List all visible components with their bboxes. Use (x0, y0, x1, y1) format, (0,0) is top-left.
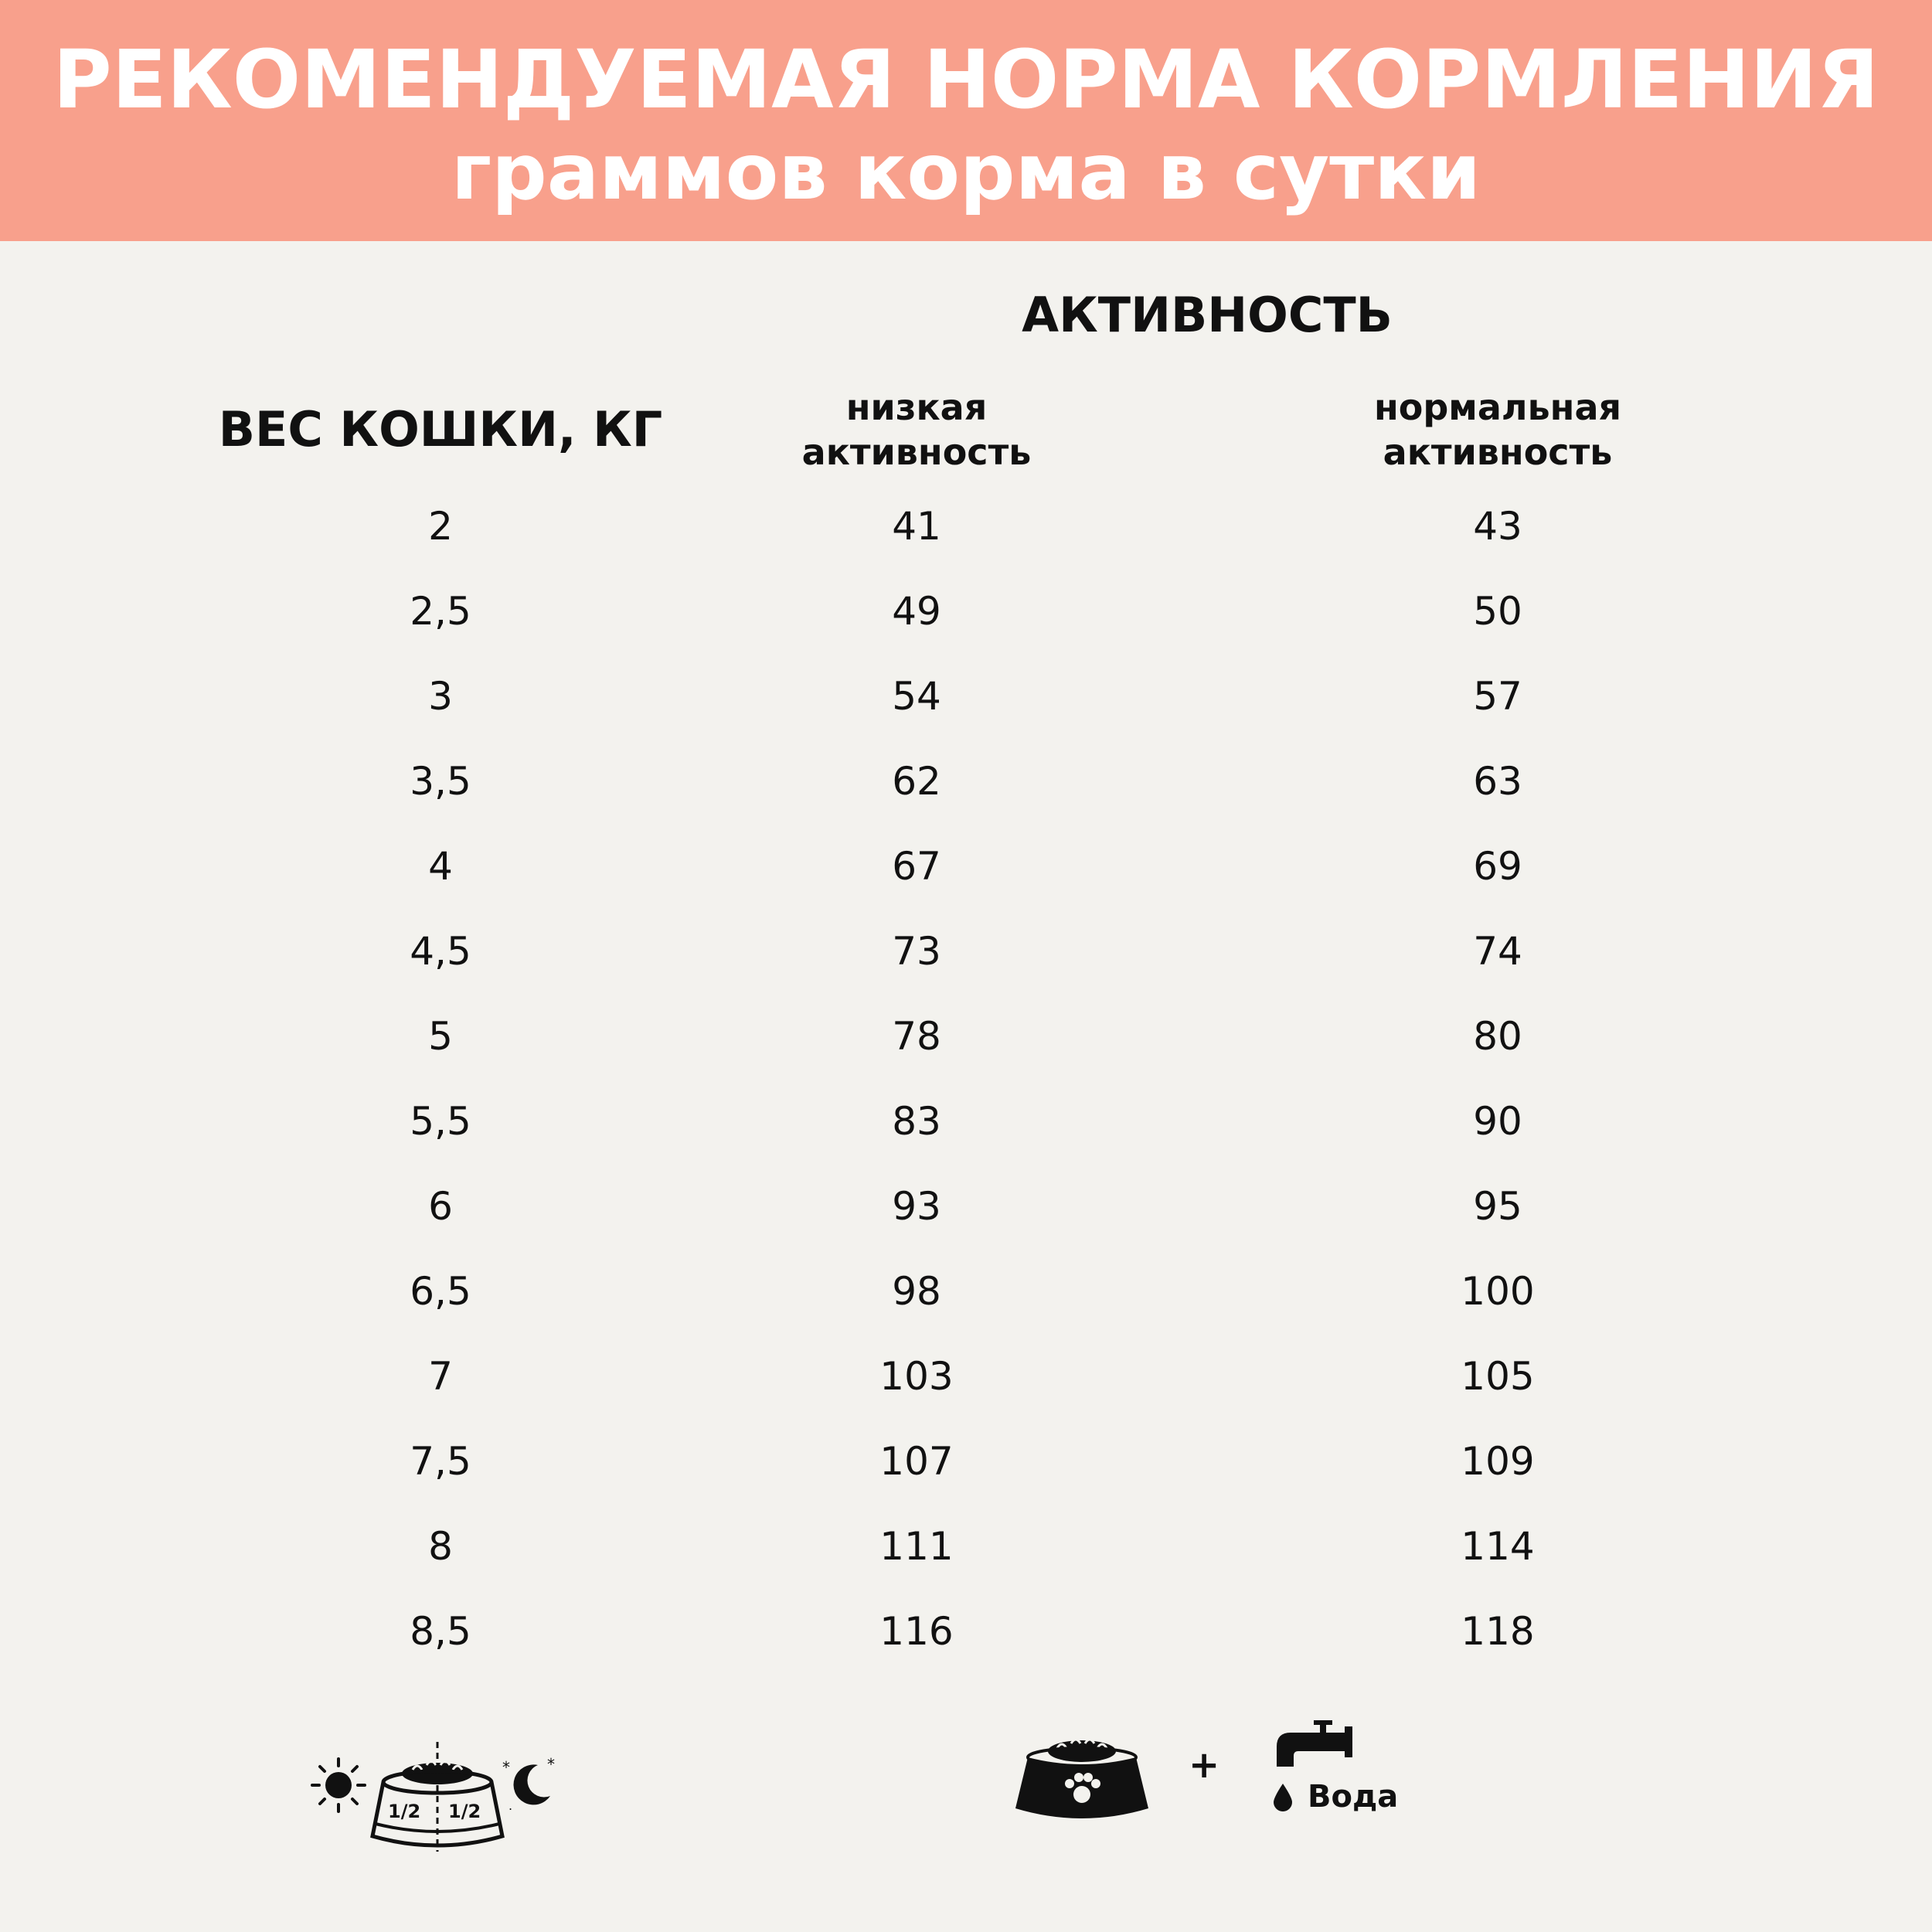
cell-weight: 8,5 (410, 1609, 471, 1654)
water-label: Вода (1308, 1779, 1399, 1815)
faucet-icon (1267, 1716, 1360, 1777)
column-header-normal-line1: нормальная (1373, 386, 1622, 428)
table-row (0, 1349, 1932, 1434)
feeding-table-body (0, 499, 1932, 1689)
header-banner (0, 0, 1932, 241)
column-header-low-activity (762, 385, 1071, 474)
cell-normal-activity: 95 (1473, 1184, 1522, 1229)
table-row (0, 1009, 1932, 1094)
cell-low-activity: 54 (892, 674, 941, 719)
cell-low-activity: 67 (892, 844, 941, 889)
cell-normal-activity: 74 (1473, 929, 1522, 974)
svg-text:*: * (502, 1758, 510, 1777)
column-header-low-line1: низкая (845, 386, 988, 428)
cell-normal-activity: 118 (1461, 1609, 1535, 1654)
cell-low-activity: 93 (892, 1184, 941, 1229)
cell-low-activity: 41 (892, 504, 941, 549)
moon-icon (499, 1753, 561, 1815)
cell-weight: 3 (428, 674, 453, 719)
table-row (0, 1094, 1932, 1179)
cell-low-activity: 83 (892, 1099, 941, 1144)
drop-icon (1272, 1782, 1294, 1813)
cell-normal-activity: 50 (1473, 589, 1522, 634)
table-row (0, 1604, 1932, 1689)
table-row (0, 1519, 1932, 1604)
table-row (0, 839, 1932, 924)
table-row (0, 1179, 1932, 1264)
cell-low-activity: 98 (892, 1269, 941, 1314)
cell-normal-activity: 43 (1473, 504, 1522, 549)
cell-low-activity: 49 (892, 589, 941, 634)
cell-weight: 4,5 (410, 929, 471, 974)
page-subtitle: граммов корма в сутки (451, 127, 1481, 217)
activity-group-header: АКТИВНОСТЬ (1022, 287, 1393, 343)
cell-normal-activity: 80 (1473, 1014, 1522, 1059)
cell-weight: 6,5 (410, 1269, 471, 1314)
cell-low-activity: 111 (879, 1524, 954, 1569)
sun-icon (309, 1756, 368, 1815)
svg-text:.: . (509, 1798, 513, 1813)
cell-low-activity: 73 (892, 929, 941, 974)
food-and-water-illustration (1012, 1716, 1414, 1832)
cell-normal-activity: 57 (1473, 674, 1522, 719)
cell-weight: 2,5 (410, 589, 471, 634)
column-header-normal-line2: активность (1383, 431, 1613, 473)
cell-weight: 2 (428, 504, 453, 549)
plus-sign: + (1189, 1743, 1220, 1787)
cell-low-activity: 78 (892, 1014, 941, 1059)
cell-weight: 7,5 (410, 1439, 471, 1484)
table-row (0, 1264, 1932, 1349)
cell-normal-activity: 100 (1461, 1269, 1535, 1314)
cell-normal-activity: 109 (1461, 1439, 1535, 1484)
cell-low-activity: 107 (879, 1439, 954, 1484)
cell-weight: 8 (428, 1524, 453, 1569)
cell-normal-activity: 63 (1473, 759, 1522, 804)
page-title: РЕКОМЕНДУЕМАЯ НОРМА КОРМЛЕНИЯ (53, 32, 1879, 127)
column-header-weight: ВЕС КОШКИ, КГ (218, 401, 663, 457)
table-row (0, 1434, 1932, 1519)
half-portion-left: 1/2 (388, 1801, 421, 1822)
cell-low-activity: 103 (879, 1354, 954, 1399)
cell-normal-activity: 69 (1473, 844, 1522, 889)
bowl-paw-icon (1012, 1731, 1151, 1824)
table-row (0, 754, 1932, 839)
cell-normal-activity: 114 (1461, 1524, 1535, 1569)
feeding-schedule-illustration (309, 1739, 572, 1855)
svg-text:*: * (547, 1755, 555, 1774)
cell-normal-activity: 105 (1461, 1354, 1535, 1399)
cell-weight: 5 (428, 1014, 453, 1059)
table-row (0, 499, 1932, 584)
cell-low-activity: 116 (879, 1609, 954, 1654)
cell-normal-activity: 90 (1473, 1099, 1522, 1144)
table-row (0, 669, 1932, 754)
table-row (0, 584, 1932, 669)
bowl-split-icon (368, 1739, 507, 1855)
cell-weight: 4 (428, 844, 453, 889)
cell-low-activity: 62 (892, 759, 941, 804)
table-row (0, 924, 1932, 1009)
cell-weight: 6 (428, 1184, 453, 1229)
cell-weight: 3,5 (410, 759, 471, 804)
half-portion-right: 1/2 (448, 1801, 481, 1822)
column-header-normal-activity (1304, 385, 1691, 474)
cell-weight: 5,5 (410, 1099, 471, 1144)
cell-weight: 7 (428, 1354, 453, 1399)
column-header-low-line2: активность (801, 431, 1032, 473)
